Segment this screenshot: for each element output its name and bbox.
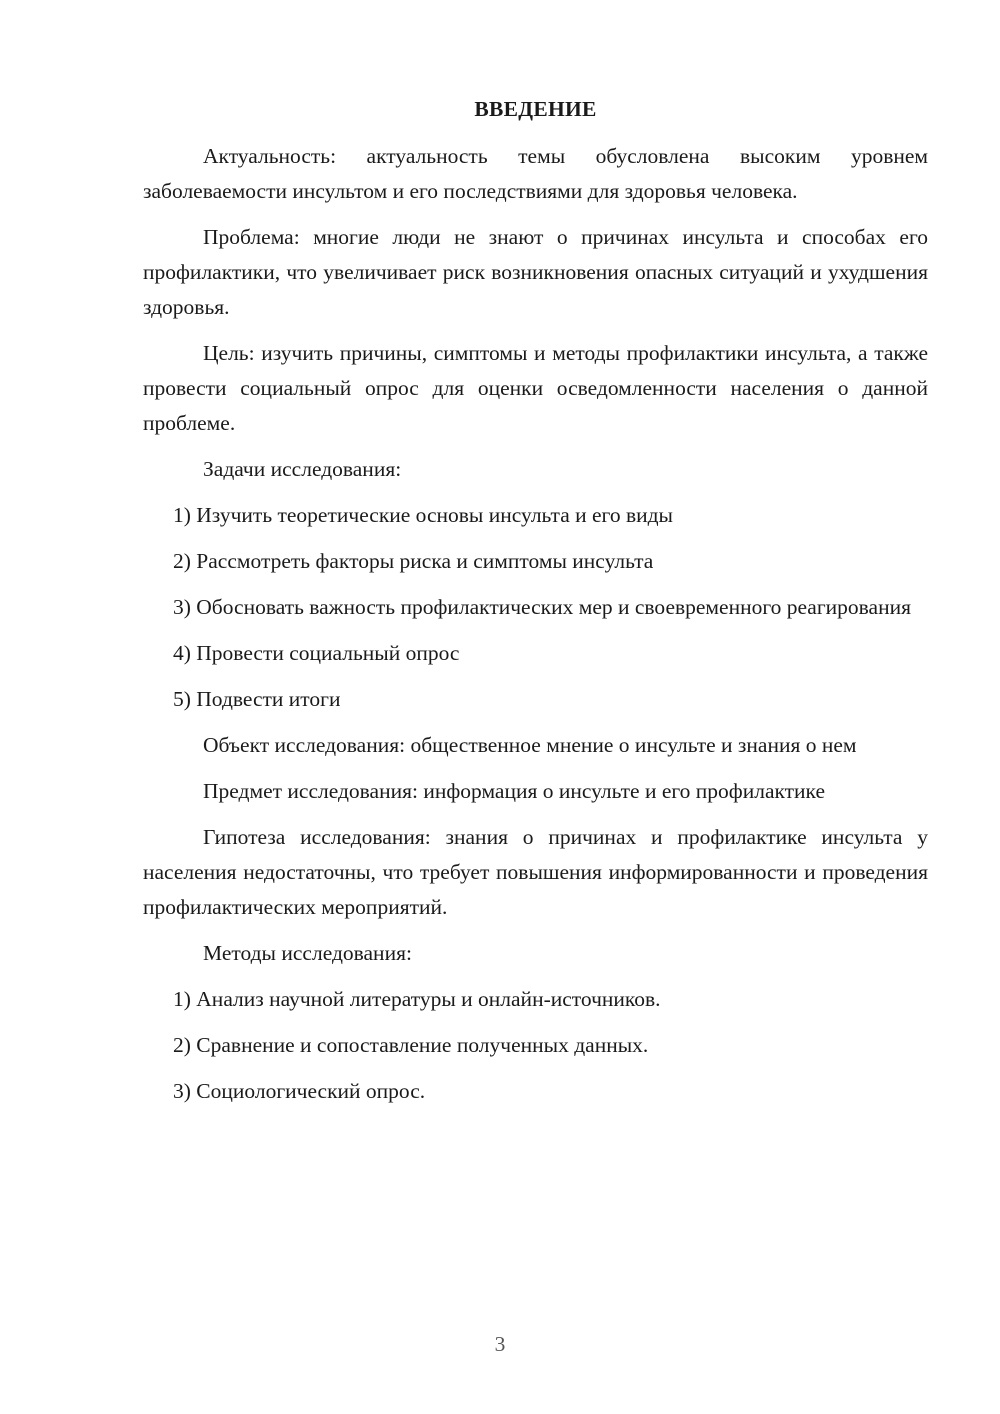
paragraph-goal: Цель: изучить причины, симптомы и методы профилактики инсульта, а также провести социальный опрос для оценки осведомленности населения о данной проблеме.	[143, 341, 928, 435]
task-item-2: 2) Рассмотреть факторы риска и симптомы инсульта	[173, 549, 654, 573]
task-item-3: 3) Обосновать важность профилактических мер и своевременного реагирования	[173, 595, 911, 619]
method-item-2: 2) Сравнение и сопоставление полученных данных.	[173, 1033, 649, 1057]
tasks-heading: Задачи исследования:	[203, 457, 402, 481]
page-title: ВВЕДЕНИЕ	[474, 97, 597, 121]
paragraph-object: Объект исследования: общественное мнение о инсульте и знания о нем	[203, 733, 857, 757]
paragraph-relevance: Актуальность: актуальность темы обусловлена высоким уровнем заболеваемости инсультом и его последствиями для здоровья человека.	[143, 144, 928, 203]
task-item-4: 4) Провести социальный опрос	[173, 641, 460, 665]
paragraph-subject: Предмет исследования: информация о инсульте и его профилактике	[203, 779, 826, 803]
task-item-1: 1) Изучить теоретические основы инсульта и его виды	[173, 503, 673, 527]
page-number: 3	[494, 1332, 506, 1356]
document-page	[143, 92, 928, 1120]
paragraph-hypothesis: Гипотеза исследования: знания о причинах и профилактике инсульта у населения недостаточны, что требует повышения информированности и проведения профилактических мероприятий.	[143, 825, 928, 919]
method-item-1: 1) Анализ научной литературы и онлайн-источников.	[173, 987, 661, 1011]
method-item-3: 3) Социологический опрос.	[173, 1079, 426, 1103]
paragraph-problem: Проблема: многие люди не знают о причинах инсульта и способах его профилактики, что увеличивает риск возникновения опасных ситуаций и ухудшения здоровья.	[143, 225, 928, 319]
task-item-5: 5) Подвести итоги	[173, 687, 341, 711]
methods-heading: Методы исследования:	[203, 941, 412, 965]
